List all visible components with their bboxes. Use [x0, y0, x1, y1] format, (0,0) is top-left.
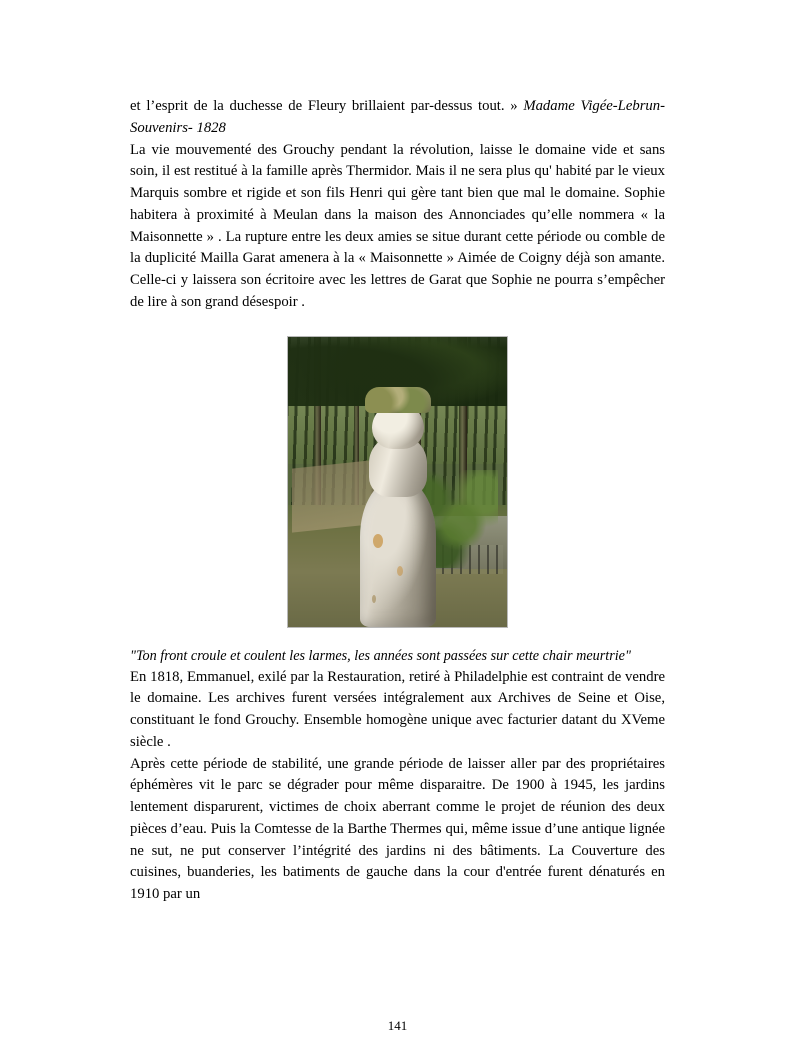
paragraph-4: Après cette période de stabilité, une grande période de laisser aller par des propriétaires éphémères vit le parc se dégrader pour même disparaitre. De 1900 à 1945, les jardins lentement disparurent, victimes de choix aberrant comme le projet de réunion des deux pièces d’eau. Puis la Comtesse de la Barthe Thermes qui, même issue d’une antique lignée ne sut, ne put conserver l’intégrité des jardins ni des bâtiments. La Couverture des cuisines, buanderies, les batiments de gauche dans la cour d'entrée furent dénaturés en 1910 par un [130, 755, 665, 903]
figure-statue [130, 336, 665, 628]
statue-crown [365, 387, 431, 413]
paragraph-2: La vie mouvementé des Grouchy pendant la révolution, laisse le domaine vide et sans soin, il est restitué à la famille après Thermidor. Mais il ne sera plus qu' habité par le vieux Marquis sombre et rigide et son fils Henri qui gère tant bien que mal le domaine. Sophie habitera à proximité à Meulan dans la maison des Annonciades qu’elle nommera « la Maisonnette » . La rupture entre les deux amies se situe durant cette période ou comble de la duplicité Mailla Garat amenera à la « Maisonnette » Aimée de Coigny déjà son amante. Celle-ci y laissera son écritoire avec les lettres de Garat que Sophie ne pourra s’empêcher de lire à son grand désespoir . [130, 141, 665, 310]
statue-pedestal [360, 477, 436, 627]
paragraph-1 [130, 96, 665, 140]
paragraph-1-lead: et l’esprit de la duchesse de Fleury brillaient par-dessus tout. » [130, 98, 524, 114]
statue-photograph [287, 336, 508, 628]
paragraph-3: En 1818, Emmanuel, exilé par la Restauration, retiré à Philadelphie est contraint de vendre le domaine. Les archives furent versées intégralement aux Archives de Seine et Oise, constituant le fond Grouchy. Ensemble homogène unique avec facturier datant du XVeme siècle . [130, 668, 665, 750]
figure-caption: "Ton front croule et coulent les larmes, les années sont passées sur cette chair meurtrie" [130, 647, 631, 664]
page-content [130, 96, 665, 906]
page-number: 141 [387, 1018, 408, 1033]
paragraph-1-citation: Madame Vigée-Lebrun-Souvenirs- 1828 [130, 98, 666, 136]
